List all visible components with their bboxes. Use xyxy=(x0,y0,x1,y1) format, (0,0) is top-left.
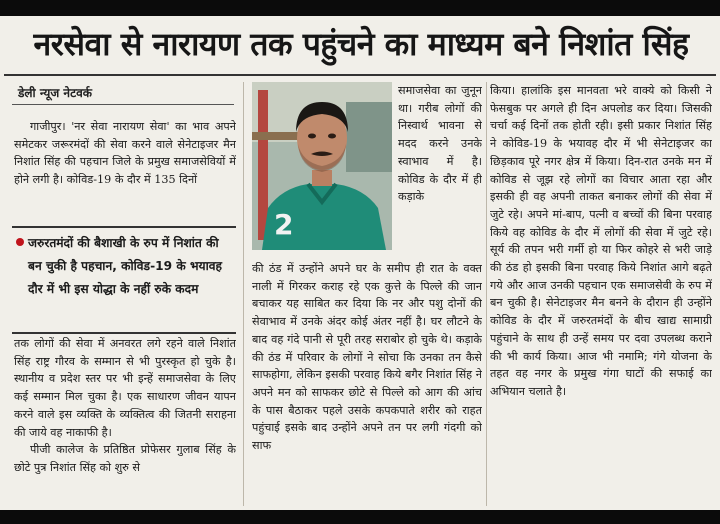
intro-paragraph: गाजीपुर। 'नर सेवा नारायण सेवा' का भाव अपने समेटकर जरूरमंदों की सेवा करने वाले सेनेटाइजर मैन निशांत सिंह की पहचान जिले के प्रमुख समाजसेवियों में होने लगी है। कोविड-19 के दौर में 135 दिनों xyxy=(14,120,236,187)
column-1-intro xyxy=(14,118,236,226)
column-1-body xyxy=(14,335,236,507)
column-2-top xyxy=(398,82,482,258)
portrait-image xyxy=(252,82,392,250)
byline-rule xyxy=(12,104,234,105)
byline: डेली न्यूज नेटवर्क xyxy=(18,86,93,100)
column-divider xyxy=(243,82,244,506)
column-1-paragraph-2: पीजी कालेज के प्रतिष्ठित प्रोफेसर गुलाब सिंह के छोटे पुत्र निशांत सिंह को शुरु से xyxy=(14,443,236,474)
top-black-border xyxy=(0,0,720,16)
column-3-paragraph: किया। हालांकि इस मानवता भरे वाक्ये को किसी ने फेसबुक पर अगले ही दिन अपलोड कर दिया। जिसकी चर्चा कई दिनों तक होती रही। इसी प्रकार निशांत सिंह ने कोविड-19 के भयावह दौर में भी सेनेटाइजर का छिड़काव पूरे नगर क्षेत्र में किया। दिन-रात उनके मन में कोविड से जूझ रहे लोगों का विचार आता रहा और इसकी ही वह अपनी ताकत बनाकर लोगों की सेवा में जुटे रहे। अपने मां-बाप, पत्नी व बच्चों की बिना परवाह किये वह कोविड के दौर में लोगों की सेवा में जुटे रहे। सूर्य की तपन भरी गर्मी हो या फिर कोहरे से भरी जाड़े की ठंड हो इसकी बिना परवाह किये निशांत आगे बढ़ते गये और आज उनकी पहचान एक समाजसेवी के रुप में बन चुकी है। सेनेटाइजर मैन बनने के दौरान ही उन्होंने कोविड के दौर में जरुरतमंदों के बीच खाद्य सामाग्री पहुंचाने के साथ ही उन्हें समय पर दवा उपलब्ध कराने की भी कार्य किया। आज भी नमामि; गंगे योजना के तहत वह नगर के प्रमुख गंगा घाटों की सफाई का अभियान चलाते है। xyxy=(490,84,712,398)
column-2-top-paragraph: समाजसेवा का जुनून था। गरीब लोगों की निस्वार्थ भावना से मदद करने उनके स्वाभाव में है। कोविड के दौर में ही कड़ाके xyxy=(398,84,482,204)
jersey-number: 2 xyxy=(274,208,294,241)
column-1-paragraph: तक लोगों की सेवा में अनवरत लगे रहने वाले निशांत सिंह राष्ट्र गौरव के सम्मान से भी पुरस्कृत हो चुके है। स्थानीय व प्रदेश स्तर पर भी इन्हें समाजसेवा के लिए कई सम्मान मिल चुका है। एक साधारण जीवन यापन करने वाले इस व्यक्ति के व्यक्तित्व की जितनी सराहना की जाये वह नाकाफी है। xyxy=(14,337,236,439)
headline: नरसेवा से नारायण तक पहुंचने का माध्यम बने निशांत सिंह xyxy=(33,25,689,63)
portrait-photo xyxy=(252,82,392,250)
column-2-body xyxy=(252,260,482,508)
bottom-black-border xyxy=(0,510,720,524)
pull-quote xyxy=(12,226,236,334)
headline-rule xyxy=(4,74,716,76)
column-divider-2 xyxy=(486,82,487,506)
column-3 xyxy=(490,82,712,508)
pull-quote-text: जरुरतमंदों की बैशाखी के रुप में निशांत की बन चुकी है पहचान, कोविड-19 के भयावह दौर में भी इस योद्धा के नहीं रुके कदम xyxy=(28,236,222,296)
red-bullet-icon xyxy=(16,238,24,246)
column-2-paragraph: की ठंड में उन्होंने अपने घर के समीप ही रात के वक्त नाली में गिरकर कराह रहे एक कुत्ते के पिल्ले की जान बचाकर यह साबित कर दिया कि नर और पशु दोनों की सेवाभाव में उनके अंदर कोई अंतर नहीं है। घर लौटने के बाद वह गंदे पानी से पूरी तरह सराबोर हो चुके थे। कड़ाके की ठंड में परिवार के लोगों ने सोचा कि उनका तन कैसे साफहोगा, लेकिन इसकी परवाह किये बगैर निशांत सिंह ने अपने मन को साफकर छोटे से पिल्ले को आग की आंच के पास बैठाकर पहले उसके कपकपाते शरीर को राहत पहुंचाई इसके बाद उन्होंने अपने तन पर लगी गंदगी को साफ xyxy=(252,262,482,453)
